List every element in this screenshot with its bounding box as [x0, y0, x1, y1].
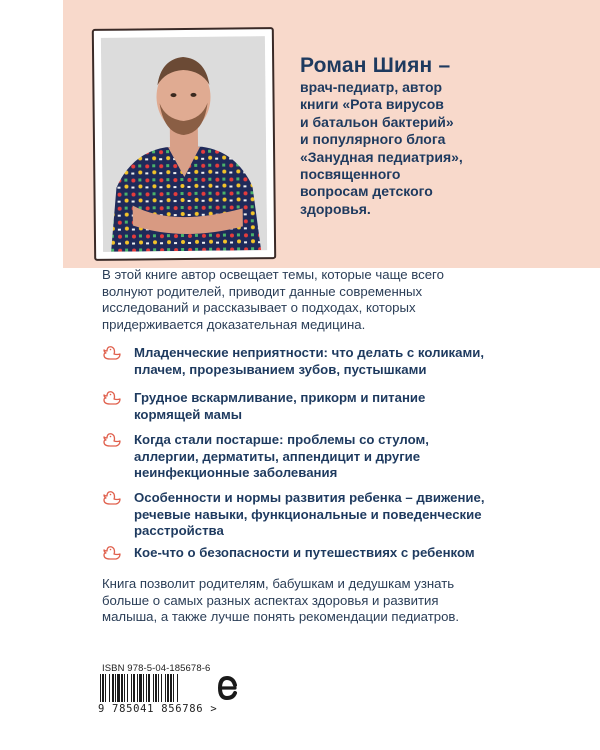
- barcode-bar: [148, 674, 150, 702]
- topic-line: аллергии, дерматиты, аппендицит и другие: [134, 448, 421, 464]
- topic-line: неинфекционные заболевания: [134, 465, 338, 481]
- rubber-duck-icon: [102, 345, 122, 361]
- barcode-bar: [139, 674, 142, 702]
- author-bio: [300, 79, 585, 218]
- rubber-duck-icon: [102, 490, 122, 506]
- author-bio-line: и популярного блога: [300, 131, 446, 148]
- barcode-bar: [146, 674, 147, 702]
- topic-line: речевые навыки, функциональные и поведенческие: [134, 506, 482, 522]
- topic-line: Особенности и нормы развития ребенка – движение,: [134, 490, 485, 505]
- author-bio-line: «Занудная педиатрия»,: [300, 148, 463, 165]
- author-description: [300, 54, 585, 218]
- topic-text: [134, 390, 529, 423]
- barcode-bar: [133, 674, 135, 702]
- topic-line: расстройства: [134, 523, 224, 539]
- topic-line: кормящей мамы: [134, 406, 242, 422]
- isbn-label: ISBN 978-5-04-185678-6: [102, 663, 211, 674]
- author-bio-line: вопросам детского: [300, 183, 433, 200]
- barcode-bar: [153, 674, 154, 702]
- rubber-duck-icon: [102, 390, 122, 406]
- barcode-bar: [143, 674, 144, 702]
- barcode-bar: [109, 674, 110, 702]
- author-portrait-illustration: [101, 36, 267, 252]
- barcode-bar: [161, 674, 162, 702]
- intro-line: исследований и рассказывает о подходах, которых: [102, 300, 416, 316]
- intro-paragraph: [102, 267, 522, 333]
- barcode-bar: [167, 674, 169, 702]
- barcode-bar: [115, 674, 116, 702]
- barcode-bar: [112, 674, 114, 702]
- author-bio-line: и батальон бактерий»: [300, 113, 454, 130]
- author-bio-line: посвященного: [300, 166, 401, 183]
- barcode-bar: [177, 674, 178, 702]
- author-photo: [101, 36, 267, 252]
- intro-line: В этой книге автор освещает темы, которые чаще всего: [102, 267, 444, 282]
- barcode-bar: [165, 674, 166, 702]
- barcode-bar: [170, 674, 172, 702]
- isbn-barcode: [98, 674, 210, 704]
- topic-text: [134, 545, 529, 562]
- outro-paragraph: [102, 576, 522, 626]
- author-bio-line: здоровья.: [300, 200, 371, 217]
- topic-line: плачем, прорезыванием зубов, пустышками: [134, 361, 427, 377]
- barcode-bar: [100, 674, 101, 702]
- topic-text: [134, 345, 529, 378]
- topic-text: [134, 490, 529, 540]
- intro-line: придерживается доказательная медицина.: [102, 316, 366, 332]
- rubber-duck-icon: [102, 545, 122, 561]
- barcode-bar: [131, 674, 132, 702]
- barcode-digits: 9 785041 856786 >: [98, 703, 218, 715]
- author-name: Роман Шиян –: [300, 54, 451, 77]
- barcode-bar: [102, 674, 104, 702]
- topic-line: Кое-что о безопасности и путешествиях с ребенком: [134, 545, 475, 560]
- topic-line: Когда стали постарше: проблемы со стулом,: [134, 432, 429, 447]
- intro-line: волнуют родителей, приводит данные современных: [102, 283, 423, 299]
- author-bio-line: книги «Рота вирусов: [300, 96, 444, 113]
- barcode-bar: [127, 674, 128, 702]
- author-photo-frame: [92, 27, 276, 261]
- barcode-bar: [105, 674, 106, 702]
- barcode-bar: [158, 674, 159, 702]
- barcode-bar: [117, 674, 120, 702]
- barcode-bar: [121, 674, 123, 702]
- outro-line: Книга позволит родителям, бабушкам и дедушкам узнать: [102, 576, 455, 591]
- topic-line: Грудное вскармливание, прикорм и питание: [134, 390, 426, 405]
- barcode-bar: [124, 674, 125, 702]
- rubber-duck-icon: [102, 432, 122, 448]
- topic-text: [134, 432, 529, 482]
- publisher-logo-icon: [216, 672, 240, 712]
- outro-line: больше о самых разных аспектах здоровья и развития: [102, 592, 439, 608]
- author-bio-line: врач-педиатр, автор: [300, 79, 443, 95]
- barcode-bar: [155, 674, 157, 702]
- barcode-bar: [137, 674, 138, 702]
- barcode-bar: [173, 674, 174, 702]
- topic-line: Младенческие неприятности: что делать с коликами,: [134, 345, 485, 360]
- outro-line: малыша, а также лучше понять рекомендации педиатров.: [102, 609, 460, 625]
